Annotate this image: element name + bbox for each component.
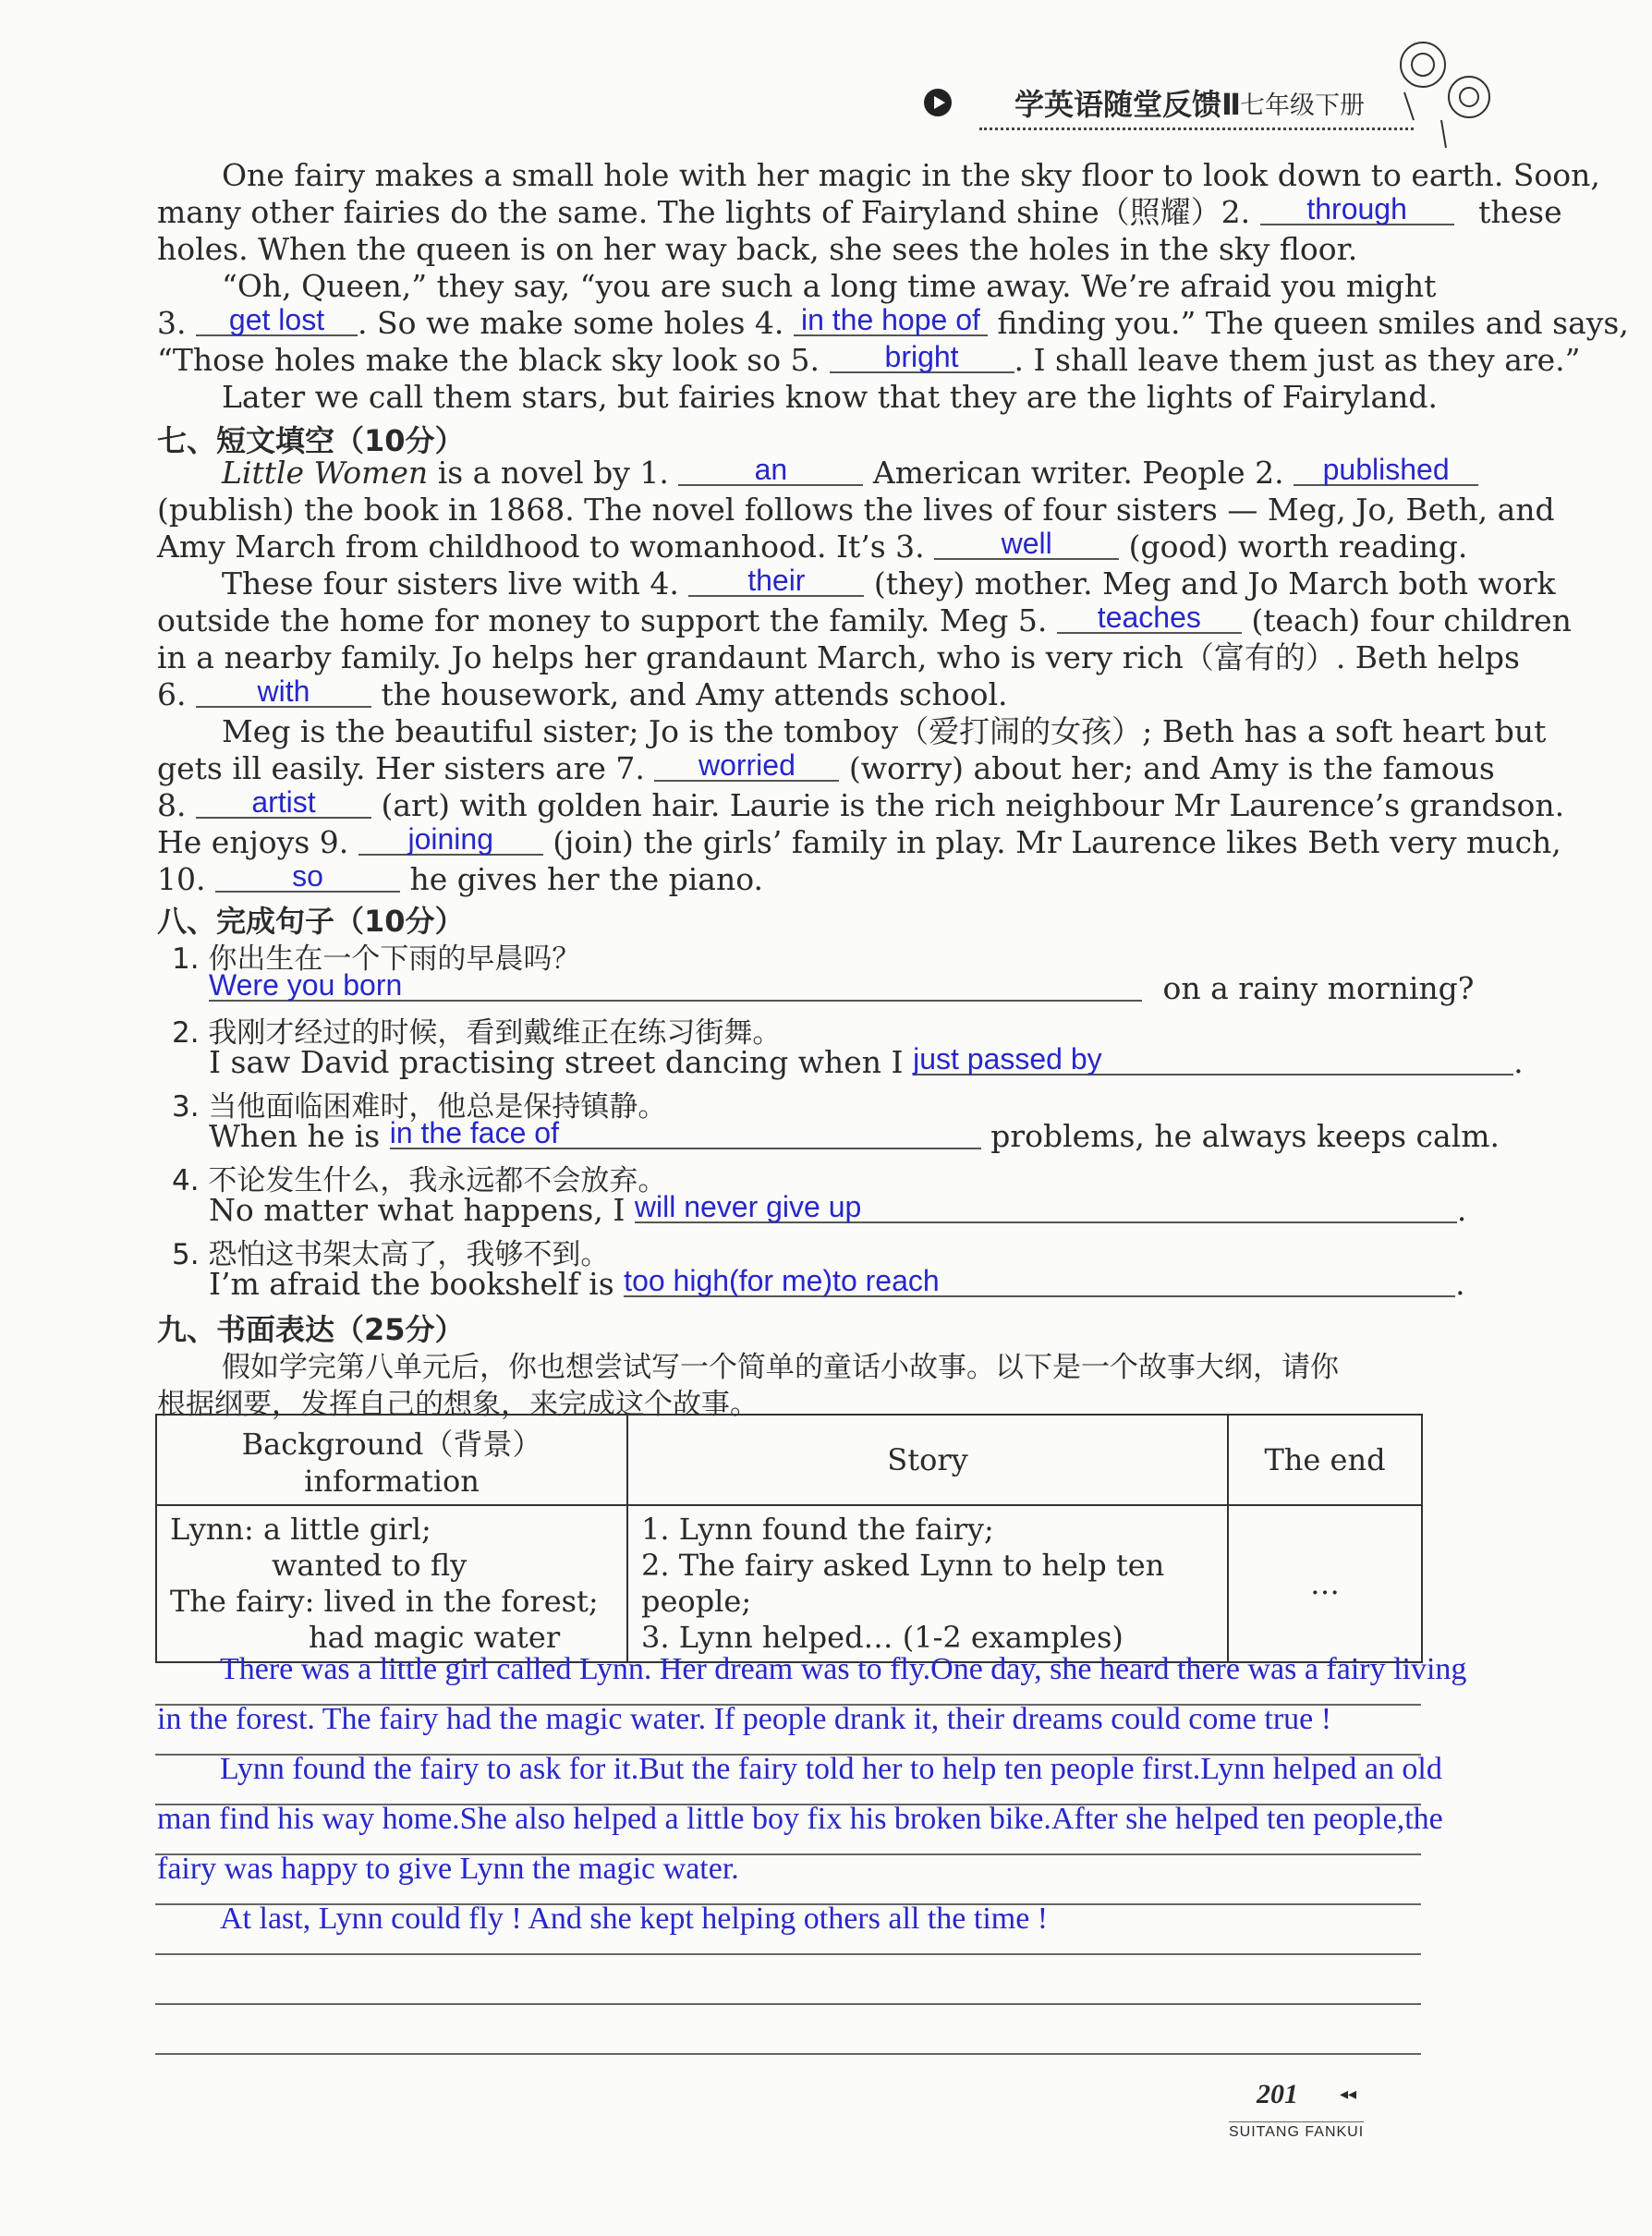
passage-line: Meg is the beautiful sister; Jo is the tomboy（爱打闹的女孩）; Beth has a soft heart but — [222, 713, 1547, 749]
question-zh-2: 2. 我刚才经过的时候，看到戴维正在练习街舞。 — [172, 1016, 782, 1050]
passage-line: gets ill easily. Her sisters are 7. worried (worry) about her; and Amy is the famous — [157, 748, 1495, 786]
passage-line: Later we call them stars, but fairies know that they are the lights of Fairyland. — [222, 379, 1439, 415]
passage-line: 3. get lost . So we make some holes 4. in the hope of finding you.” The queen smiles and says, — [157, 303, 1629, 341]
question-zh-5: 5. 恐怕这书架太高了，我够不到。 — [172, 1238, 610, 1271]
answer-line-4[interactable]: will never give up — [635, 1192, 1457, 1223]
answer-line-2[interactable]: just passed by — [913, 1044, 1513, 1075]
question-zh-3: 3. 当他面临困难时，他总是保持镇静。 — [172, 1090, 667, 1124]
end-cell: … — [1228, 1505, 1422, 1662]
answer-line-5[interactable]: too high(for me)to reach — [624, 1266, 1455, 1297]
essay-line: Lynn found the fairy to ask for it.But the fairy told her to help ten people first.Lynn helped an old — [220, 1752, 1442, 1786]
instruction-line: 根据纲要，发挥自己的想象，来完成这个故事。 — [157, 1388, 759, 1421]
essay-line: fairy was happy to give Lynn the magic water. — [157, 1852, 739, 1886]
answer-line-1[interactable]: Were you born — [209, 970, 1142, 1002]
section-title-9: 九、书面表达（25分） — [157, 1312, 465, 1347]
answer-blank-1[interactable]: an — [678, 455, 863, 486]
header-title: 学英语随堂反馈Ⅱ — [1014, 87, 1242, 122]
table-header: The end — [1228, 1415, 1422, 1505]
passage-line: “Those holes make the black sky look so 5. bright . I shall leave them just as they are.” — [157, 340, 1581, 378]
essay-rule — [155, 1953, 1421, 1955]
answer-blank-7[interactable]: worried — [654, 750, 839, 782]
answer-blank-6[interactable]: with — [196, 676, 371, 708]
question-zh-4: 4. 不论发生什么，我永远都不会放弃。 — [172, 1164, 667, 1197]
page-number: 201 — [1257, 2079, 1298, 2109]
sentence-5: I’m afraid the bookshelf is too high(for me)to reach . — [209, 1264, 1465, 1302]
answer-blank-2[interactable]: published — [1294, 455, 1478, 486]
table-header: Background（背景）information — [156, 1415, 627, 1505]
essay-rule — [155, 2053, 1421, 2055]
passage-line: (publish) the book in 1868. The novel follows the lives of four sisters — Meg, Jo, Beth, and — [157, 492, 1555, 528]
essay-rule — [155, 2003, 1421, 2005]
arrow-icon: ◂◂ — [1340, 2084, 1357, 2104]
passage-line: 6. with the housework, and Amy attends school. — [157, 674, 1008, 712]
essay-line: man find his way home.She also helped a little boy fix his broken bike.After she helped ten people,the — [157, 1802, 1443, 1836]
answer-blank-8[interactable]: artist — [196, 787, 371, 819]
passage-line: “Oh, Queen,” they say, “you are such a long time away. We’re afraid you might — [222, 268, 1437, 304]
sentence-3: When he is in the face of problems, he always keeps calm. — [209, 1116, 1500, 1154]
passage-line: 8. artist (art) with golden hair. Laurie is the rich neighbour Mr Laurence’s grandson. — [157, 785, 1565, 823]
footer-brand: SUITANG FANKUI — [1229, 2121, 1364, 2141]
question-zh-1: 1. 你出生在一个下雨的早晨吗？ — [172, 942, 581, 976]
answer-blank-3[interactable]: well — [934, 529, 1119, 560]
essay-line: At last, Lynn could fly ! And she kept helping others all the time ! — [220, 1902, 1049, 1936]
instruction-line: 假如学完第八单元后，你也想尝试写一个简单的童话小故事。以下是一个故事大纲，请你 — [222, 1351, 1339, 1384]
answer-blank-4[interactable]: their — [688, 565, 864, 597]
essay-line: There was a little girl called Lynn. Her dream was to fly.One day, she heard there was a fairy living — [220, 1652, 1467, 1686]
passage-line: These four sisters live with 4. their (they) mother. Meg and Jo March both work — [222, 564, 1556, 602]
answer-blank-5[interactable]: bright — [830, 342, 1014, 373]
answer-blank-10[interactable]: so — [215, 861, 400, 893]
section-title-7: 七、短文填空（10分） — [157, 423, 465, 458]
play-icon — [924, 89, 952, 116]
answer-line-3[interactable]: in the face of — [390, 1118, 981, 1149]
passage-line: Amy March from childhood to womanhood. It’s 3. well (good) worth reading. — [157, 527, 1468, 565]
sentence-4: No matter what happens, I will never give up . — [209, 1190, 1467, 1228]
background-cell: Lynn: a little girl; wanted to fly The fairy: lived in the forest; had magic water — [156, 1505, 627, 1662]
essay-line: in the forest. The fairy had the magic water. If people drank it, their dreams could come true ! — [157, 1702, 1332, 1736]
answer-blank-5[interactable]: teaches — [1057, 602, 1242, 634]
answer-blank-2[interactable]: through — [1260, 194, 1454, 225]
passage-line: many other fairies do the same. The lights of Fairyland shine（照耀）2. through these — [157, 192, 1562, 230]
passage-line: holes. When the queen is on her way back, she sees the holes in the sky floor. — [157, 231, 1358, 267]
passage-line: in a nearby family. Jo helps her grandaunt March, who is very rich（富有的）. Beth helps — [157, 639, 1520, 675]
flower-decoration — [1386, 28, 1506, 148]
passage-line: One fairy makes a small hole with her magic in the sky floor to look down to earth. Soon, — [222, 157, 1600, 193]
header-subtitle: 七年级下册 — [1240, 91, 1365, 120]
header-rule — [979, 128, 1414, 130]
answer-blank-4[interactable]: in the hope of — [794, 305, 988, 336]
sentence-2: I saw David practising street dancing when I just passed by . — [209, 1042, 1524, 1080]
header — [924, 81, 1423, 137]
answer-blank-9[interactable]: joining — [358, 824, 543, 856]
passage-line: 10. so he gives her the piano. — [157, 859, 763, 897]
passage-line: Little Women is a novel by 1. an American writer. People 2. published — [222, 455, 1478, 492]
story-cell: 1. Lynn found the fairy; 2. The fairy asked Lynn to help ten people; 3. Lynn helped… (1-2 examples) — [627, 1505, 1228, 1662]
story-outline-table — [155, 1414, 1423, 1663]
sentence-1: Were you born on a rainy morning? — [209, 968, 1475, 1006]
passage-line: He enjoys 9. joining (join) the girls’ family in play. Mr Laurence likes Beth very much, — [157, 822, 1561, 860]
passage-line: outside the home for money to support the family. Meg 5. teaches (teach) four children — [157, 601, 1572, 638]
answer-blank-3[interactable]: get lost — [196, 305, 358, 336]
section-title-8: 八、完成句子（10分） — [157, 904, 465, 939]
table-header: Story — [627, 1415, 1228, 1505]
